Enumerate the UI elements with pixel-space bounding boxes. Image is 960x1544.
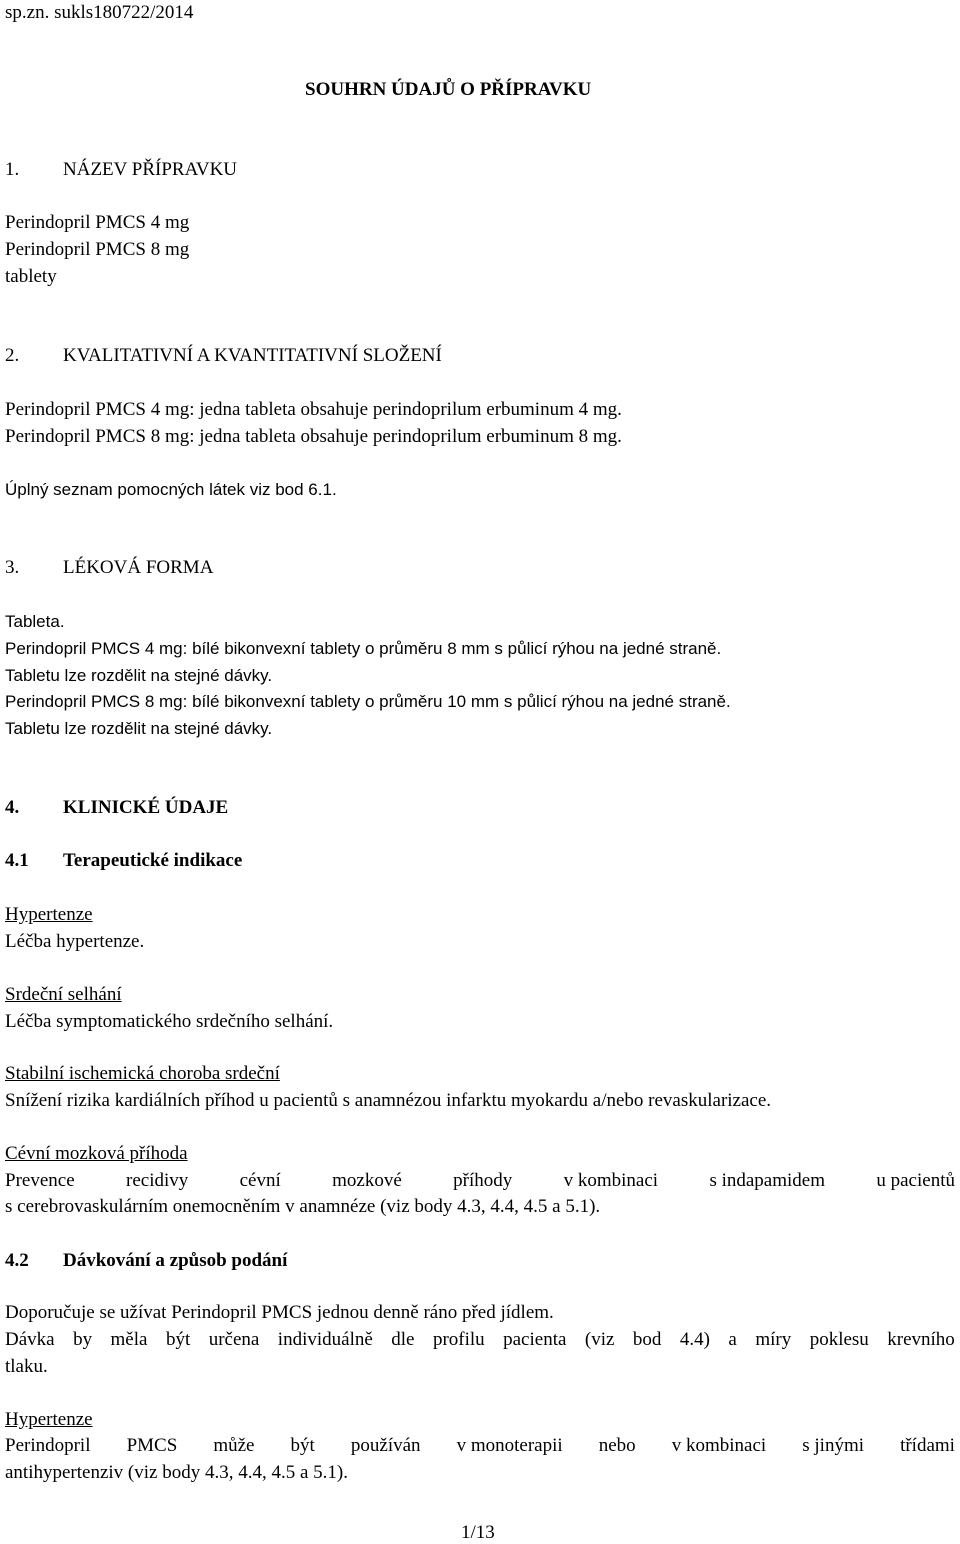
dosage-text: antihypertenziv (viz body 4.3, 4.4, 4.5 a 5.1). — [5, 1462, 348, 1483]
page-title: SOUHRN ÚDAJŮ O PŘÍPRAVKU — [305, 79, 592, 100]
section-heading: 3. LÉKOVÁ FORMA — [5, 557, 214, 578]
subsection-heading: 4.2 Dávkování a způsob podání — [5, 1250, 288, 1271]
indication-heading: Stabilní ischemická choroba srdeční — [5, 1063, 280, 1084]
dosage-text: Dávka by měla být určena individuálně dle profilu pacienta (viz bod 4.4) a míry poklesu krevního — [5, 1329, 955, 1350]
indication-heading: Srdeční selhání — [5, 984, 122, 1005]
product-name: Perindopril PMCS 8 mg — [5, 239, 190, 260]
form-text: Perindopril PMCS 4 mg: bílé bikonvexní tablety o průměru 8 mm s půlicí rýhou na jedné straně. — [5, 639, 722, 658]
document-reference: sp.zn. sukls180722/2014 — [5, 2, 194, 23]
indication-text: Snížení rizika kardiálních příhod u pacientů s anamnézou infarktu myokardu a/nebo revaskularizace. — [5, 1090, 772, 1111]
section-heading: 4. KLINICKÉ ÚDAJE — [5, 797, 229, 818]
indication-text: Prevence recidivy cévní mozkové příhody v kombinaci s indapamidem u pacientů — [5, 1170, 955, 1191]
section-heading: 1. NÁZEV PŘÍPRAVKU — [5, 159, 238, 180]
indication-text: Léčba symptomatického srdečního selhání. — [5, 1011, 334, 1032]
composition-line: Perindopril PMCS 8 mg: jedna tableta obsahuje perindoprilum erbuminum 8 mg. — [5, 426, 622, 447]
indication-heading: Cévní mozková příhoda — [5, 1143, 188, 1164]
indication-text: Léčba hypertenze. — [5, 931, 145, 952]
composition-line: Perindopril PMCS 4 mg: jedna tableta obsahuje perindoprilum erbuminum 4 mg. — [5, 399, 622, 420]
dosage-text: Doporučuje se užívat Perindopril PMCS jednou denně ráno před jídlem. — [5, 1302, 554, 1323]
form-text: Tabletu lze rozdělit na stejné dávky. — [5, 666, 273, 685]
subsection-heading: 4.1 Terapeutické indikace — [5, 850, 243, 871]
dosage-form: tablety — [5, 266, 57, 287]
form-text: Perindopril PMCS 8 mg: bílé bikonvexní tablety o průměru 10 mm s půlicí rýhou na jedné straně. — [5, 692, 731, 711]
form-text: Tabletu lze rozdělit na stejné dávky. — [5, 719, 273, 738]
section-heading: 2. KVALITATIVNÍ A KVANTITATIVNÍ SLOŽENÍ — [5, 345, 442, 366]
product-name: Perindopril PMCS 4 mg — [5, 212, 190, 233]
dosage-heading: Hypertenze — [5, 1409, 93, 1430]
dosage-text: tlaku. — [5, 1356, 48, 1377]
form-text: Tableta. — [5, 612, 65, 631]
indication-heading: Hypertenze — [5, 904, 93, 925]
page-number: 1/13 — [461, 1522, 495, 1543]
indication-text: s cerebrovaskulárním onemocněním v anamnéze (viz body 4.3, 4.4, 4.5 a 5.1). — [5, 1196, 601, 1217]
excipients-note: Úplný seznam pomocných látek viz bod 6.1. — [5, 480, 337, 499]
dosage-text: Perindopril PMCS může být používán v monoterapii nebo v kombinaci s jinými třídami — [5, 1435, 955, 1456]
